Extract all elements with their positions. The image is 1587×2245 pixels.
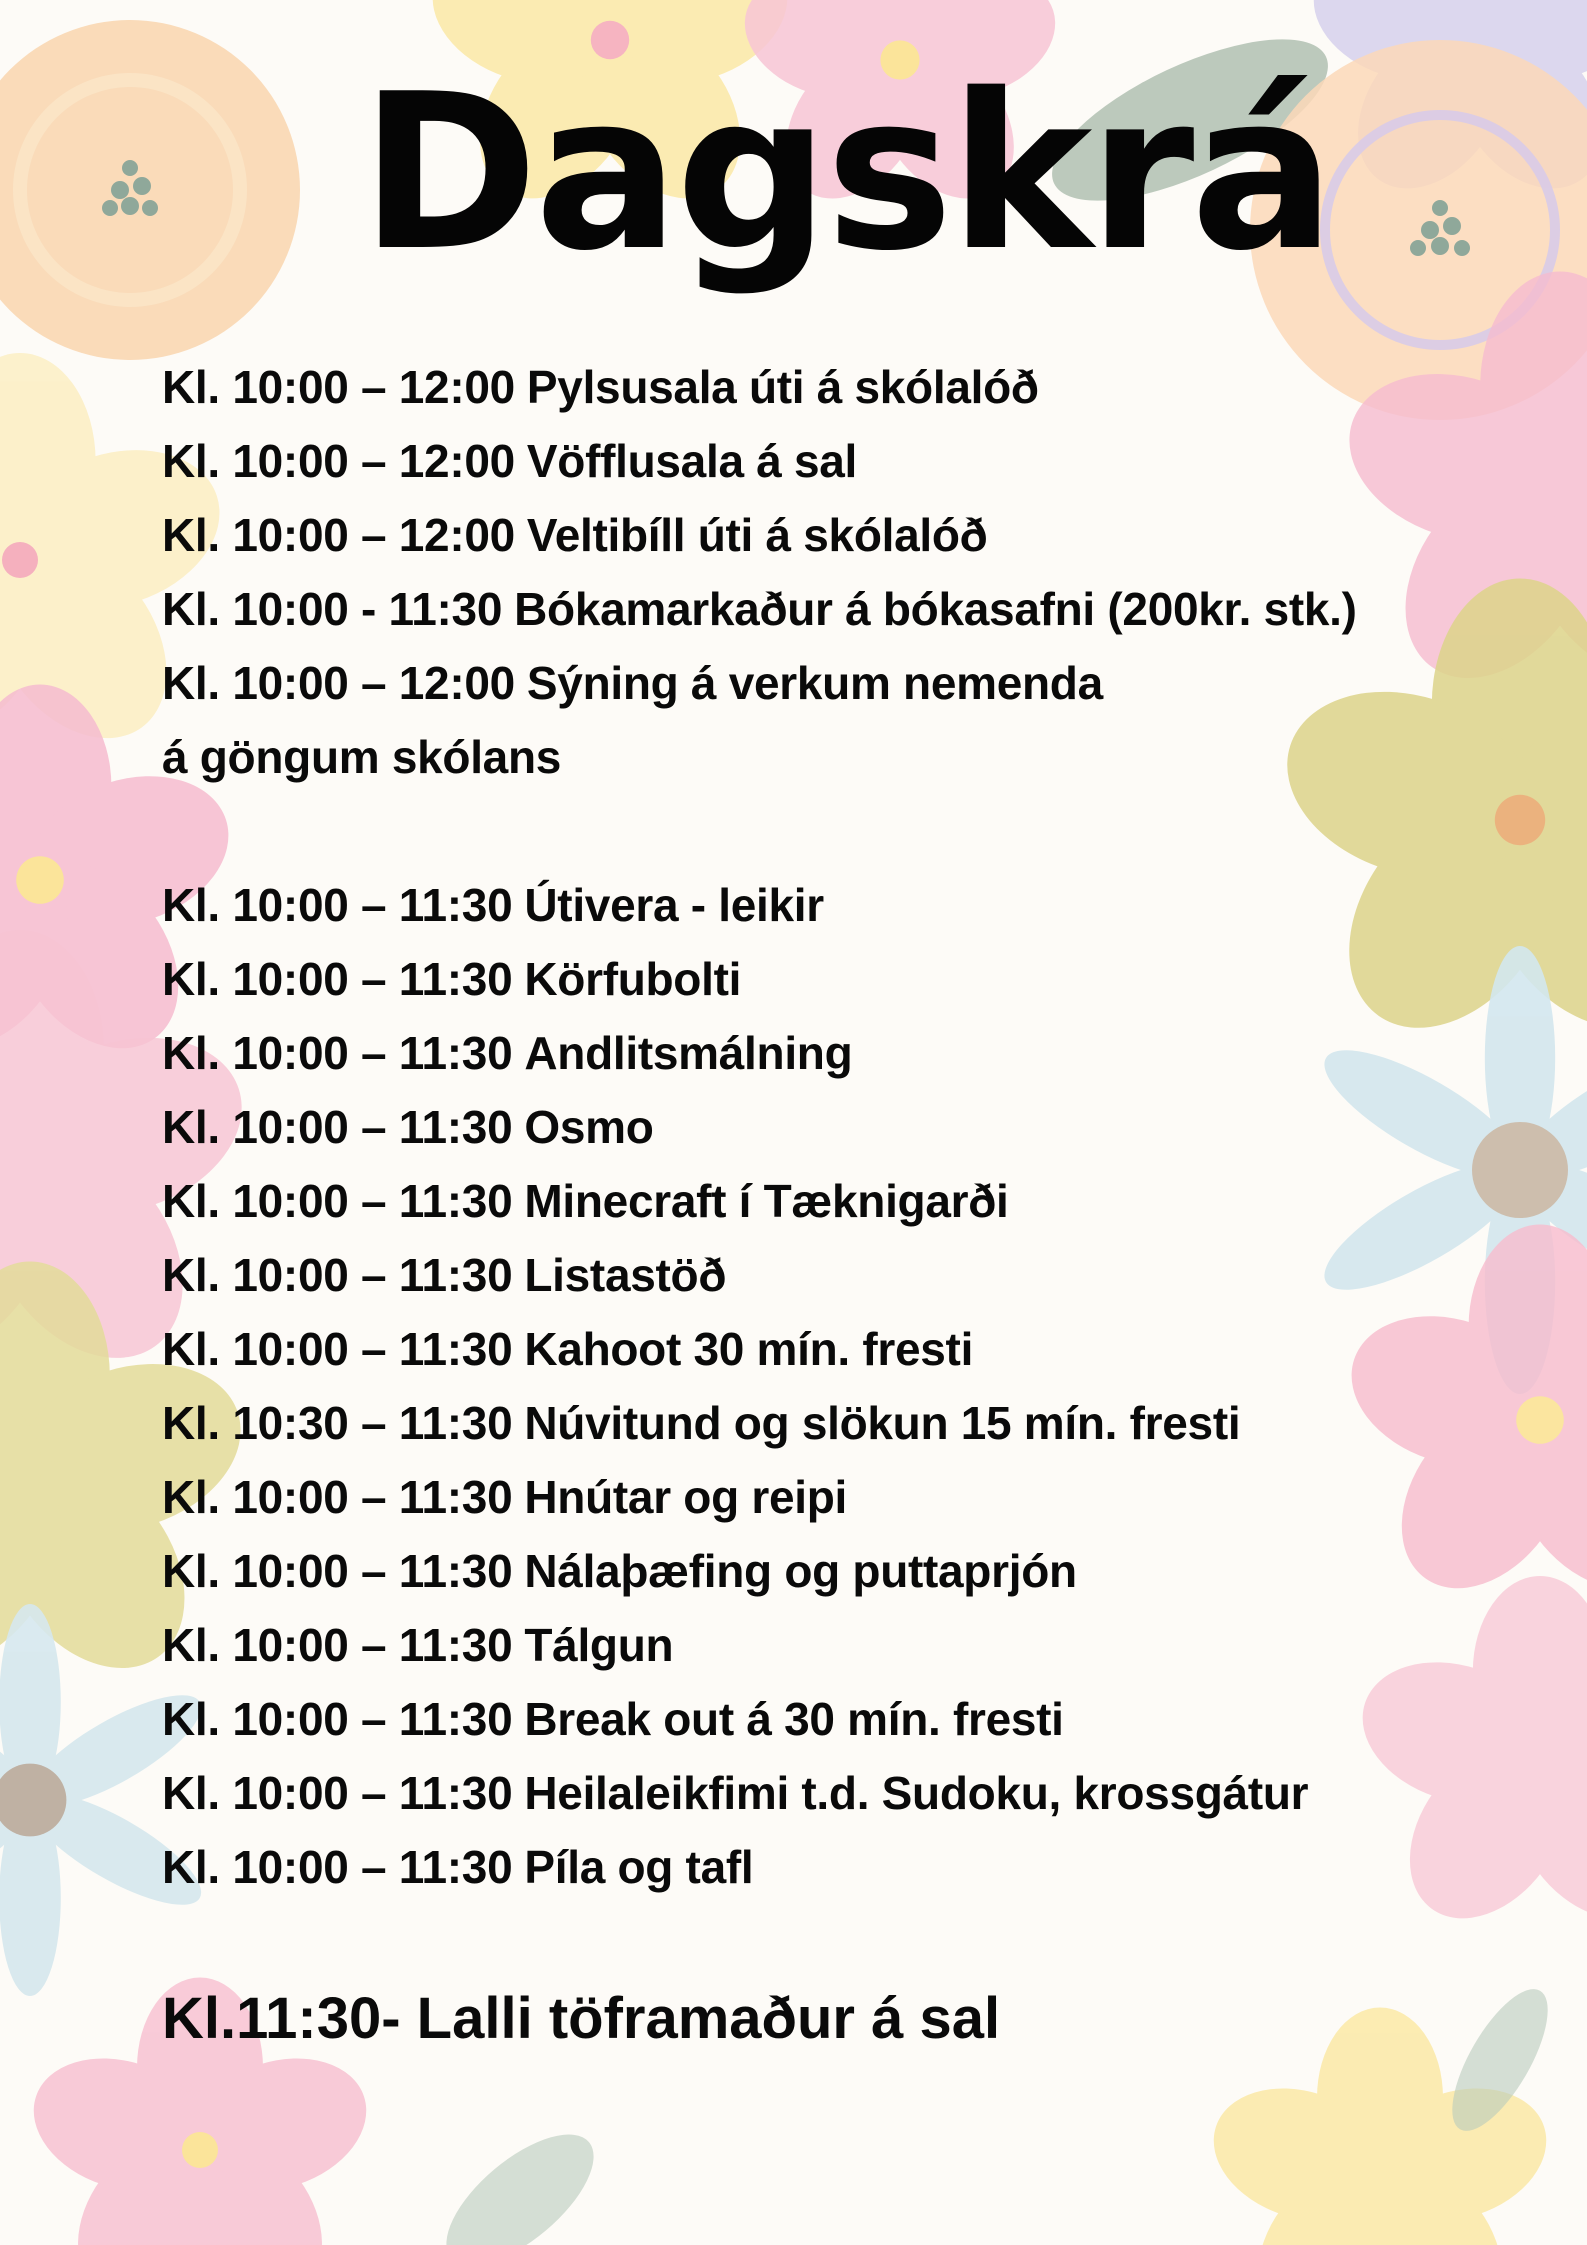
schedule-item-time: Kl. 10:00 – 11:30 — [162, 1175, 513, 1227]
schedule-item — [162, 1534, 1572, 1608]
schedule-item-activity: Sýning á verkum nemenda — [526, 657, 1103, 709]
schedule-item-time: Kl. 10:00 – 11:30 — [162, 879, 513, 931]
schedule-item-activity: Veltibíll úti á skólalóð — [526, 509, 988, 561]
schedule-item-time: Kl. 10:00 – 12:00 — [162, 657, 515, 709]
schedule-item-time: Kl. 10:00 – 12:00 — [162, 435, 515, 487]
schedule-item-activity: Break out á 30 mín. fresti — [524, 1693, 1064, 1745]
schedule-item — [162, 1830, 1572, 1904]
schedule-item — [162, 1682, 1572, 1756]
schedule-item-time: Kl. 10:00 – 12:00 — [162, 509, 515, 561]
schedule-item — [162, 1312, 1572, 1386]
schedule-item — [162, 868, 1572, 942]
schedule-item-time: Kl. 10:00 – 11:30 — [162, 1101, 513, 1153]
finale-announcement: Kl.11:30- Lalli töframaður á sal — [162, 1986, 1001, 2051]
schedule-item-activity: Útivera - leikir — [524, 879, 824, 931]
schedule-item — [162, 498, 1572, 572]
schedule-item — [162, 1090, 1572, 1164]
schedule-item-continuation: á göngum skólans — [162, 731, 562, 783]
schedule-item-activity: Nálaþæfing og puttaprjón — [524, 1545, 1077, 1597]
schedule-item — [162, 1460, 1572, 1534]
schedule-item-time: Kl. 10:00 – 11:30 — [162, 1693, 513, 1745]
schedule-item-time: Kl. 10:00 - 11:30 — [162, 583, 503, 635]
schedule-item — [162, 1608, 1572, 1682]
schedule-item-activity: Minecraft í Tæknigarði — [524, 1175, 1009, 1227]
schedule-item-activity: Listastöð — [524, 1249, 727, 1301]
schedule-item — [162, 1016, 1572, 1090]
schedule-item-activity: Pylsusala úti á skólalóð — [526, 361, 1039, 413]
schedule-item-activity: Kahoot 30 mín. fresti — [524, 1323, 974, 1375]
schedule-item-activity: Heilaleikfimi t.d. Sudoku, krossgátur — [524, 1767, 1309, 1819]
schedule-item — [162, 1164, 1572, 1238]
schedule-item — [162, 1756, 1572, 1830]
schedule-item-activity: Osmo — [524, 1101, 654, 1153]
schedule-item — [162, 646, 1572, 720]
schedule-item-time: Kl. 10:00 – 11:30 — [162, 1027, 513, 1079]
schedule-item — [162, 1238, 1572, 1312]
schedule-item-time: Kl. 10:00 – 11:30 — [162, 1767, 513, 1819]
schedule-item-activity: Hnútar og reipi — [524, 1471, 847, 1523]
schedule-item-activity: Núvitund og slökun 15 mín. fresti — [524, 1397, 1241, 1449]
schedule-group-morning — [162, 350, 1572, 794]
schedule-item-activity: Andlitsmálning — [524, 1027, 853, 1079]
schedule-item-time: Kl. 10:00 – 11:30 — [162, 1619, 513, 1671]
schedule-item — [162, 572, 1572, 646]
schedule-item-activity: Píla og tafl — [524, 1841, 754, 1893]
schedule-item-time: Kl. 10:00 – 12:00 — [162, 361, 515, 413]
schedule-item — [162, 350, 1572, 424]
schedule-item — [162, 424, 1572, 498]
schedule-item-activity: Bókamarkaður á bókasafni (200kr. stk.) — [514, 583, 1357, 635]
schedule-item-activity: Tálgun — [524, 1619, 674, 1671]
schedule-item — [162, 1386, 1572, 1460]
schedule-item-time: Kl. 10:00 – 11:30 — [162, 1471, 513, 1523]
schedule-item — [162, 942, 1572, 1016]
schedule-group-activities — [162, 868, 1572, 1904]
schedule-item-time: Kl. 10:00 – 11:30 — [162, 1545, 513, 1597]
schedule-item-time: Kl. 10:00 – 11:30 — [162, 1841, 513, 1893]
schedule-item-activity: Körfubolti — [524, 953, 742, 1005]
schedule-item-time: Kl. 10:30 – 11:30 — [162, 1397, 513, 1449]
schedule-item-time: Kl. 10:00 – 11:30 — [162, 1323, 513, 1375]
page-title: Dagskrá — [360, 47, 1332, 298]
schedule-item-time: Kl. 10:00 – 11:30 — [162, 953, 513, 1005]
schedule-item-time: Kl. 10:00 – 11:30 — [162, 1249, 513, 1301]
schedule-item-activity: Vöfflusala á sal — [526, 435, 858, 487]
schedule — [162, 350, 1572, 1904]
